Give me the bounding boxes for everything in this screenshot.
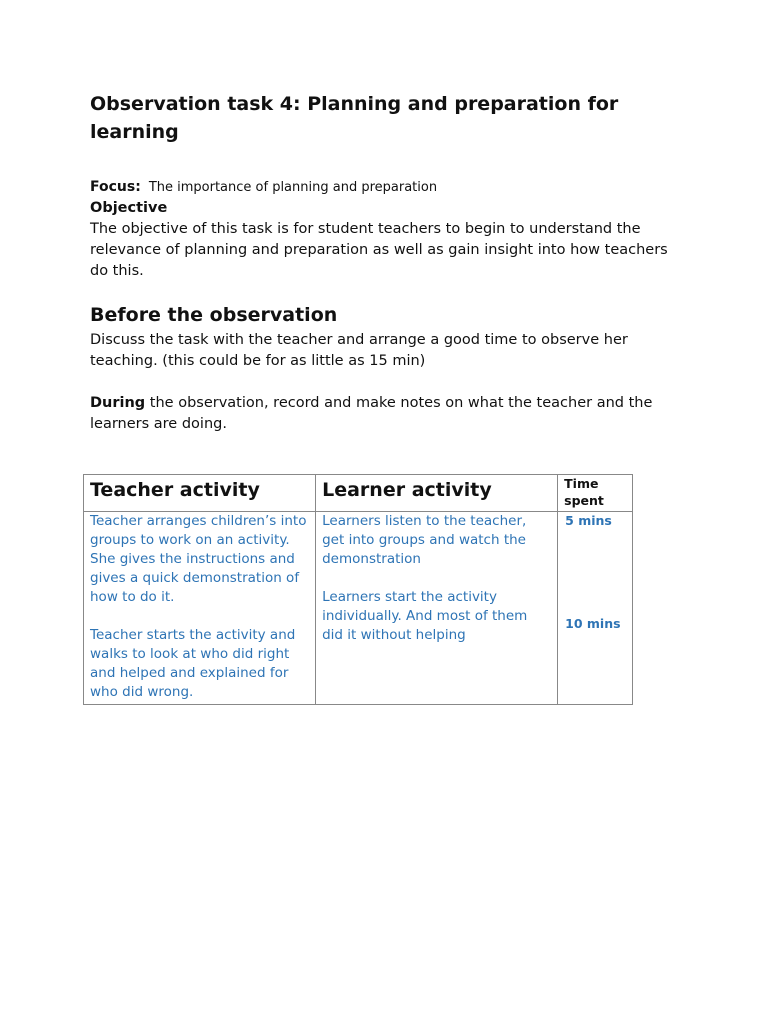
- teacher-entry-1: Teacher arranges children’s into groups to work on an activity. She gives the instructions and gives a quick demonstration of how to do it.: [90, 513, 307, 605]
- focus-line: [90, 177, 690, 198]
- teacher-entry-2: Teacher starts the activity and walks to look at who did right and helped and explained for who did wrong.: [90, 627, 296, 700]
- table-row: [84, 512, 633, 705]
- learner-activity-cell: [316, 512, 558, 705]
- before-observation-heading: Before the observation: [90, 304, 338, 326]
- during-observation-text: [90, 393, 690, 435]
- before-observation-text: Discuss the task with the teacher and arrange a good time to observe her teaching. (this could be for as little as 15 min): [90, 332, 628, 369]
- objective-heading: Objective: [90, 200, 168, 216]
- focus-value: The importance of planning and preparation: [148, 180, 438, 195]
- time-entry-2: 10 mins: [565, 616, 621, 631]
- header-time-spent: Time spent: [558, 475, 633, 512]
- header-learner-activity: Learner activity: [316, 475, 558, 512]
- learner-entry-1: Learners listen to the teacher, get into groups and watch the demonstration: [322, 513, 527, 567]
- time-spent-cell: [558, 512, 633, 705]
- learner-entry-2: Learners start the activity individually. And most of them did it without helping: [322, 589, 528, 643]
- page-title: Observation task 4: Planning and preparation for learning: [90, 93, 619, 143]
- teacher-activity-cell: [84, 512, 316, 705]
- during-label: During: [90, 395, 146, 411]
- header-teacher-activity: Teacher activity: [84, 475, 316, 512]
- time-entry-1: 5 mins: [565, 513, 612, 528]
- focus-label: Focus:: [90, 179, 141, 195]
- during-text: the observation, record and make notes on what the teacher and the learners are doing.: [90, 395, 653, 432]
- table-header-row: [84, 475, 633, 512]
- objective-text: The objective of this task is for student teachers to begin to understand the relevance of planning and preparation as well as gain insight into how teachers do this.: [90, 221, 668, 279]
- observation-table: [83, 474, 633, 705]
- document-page: [90, 90, 690, 435]
